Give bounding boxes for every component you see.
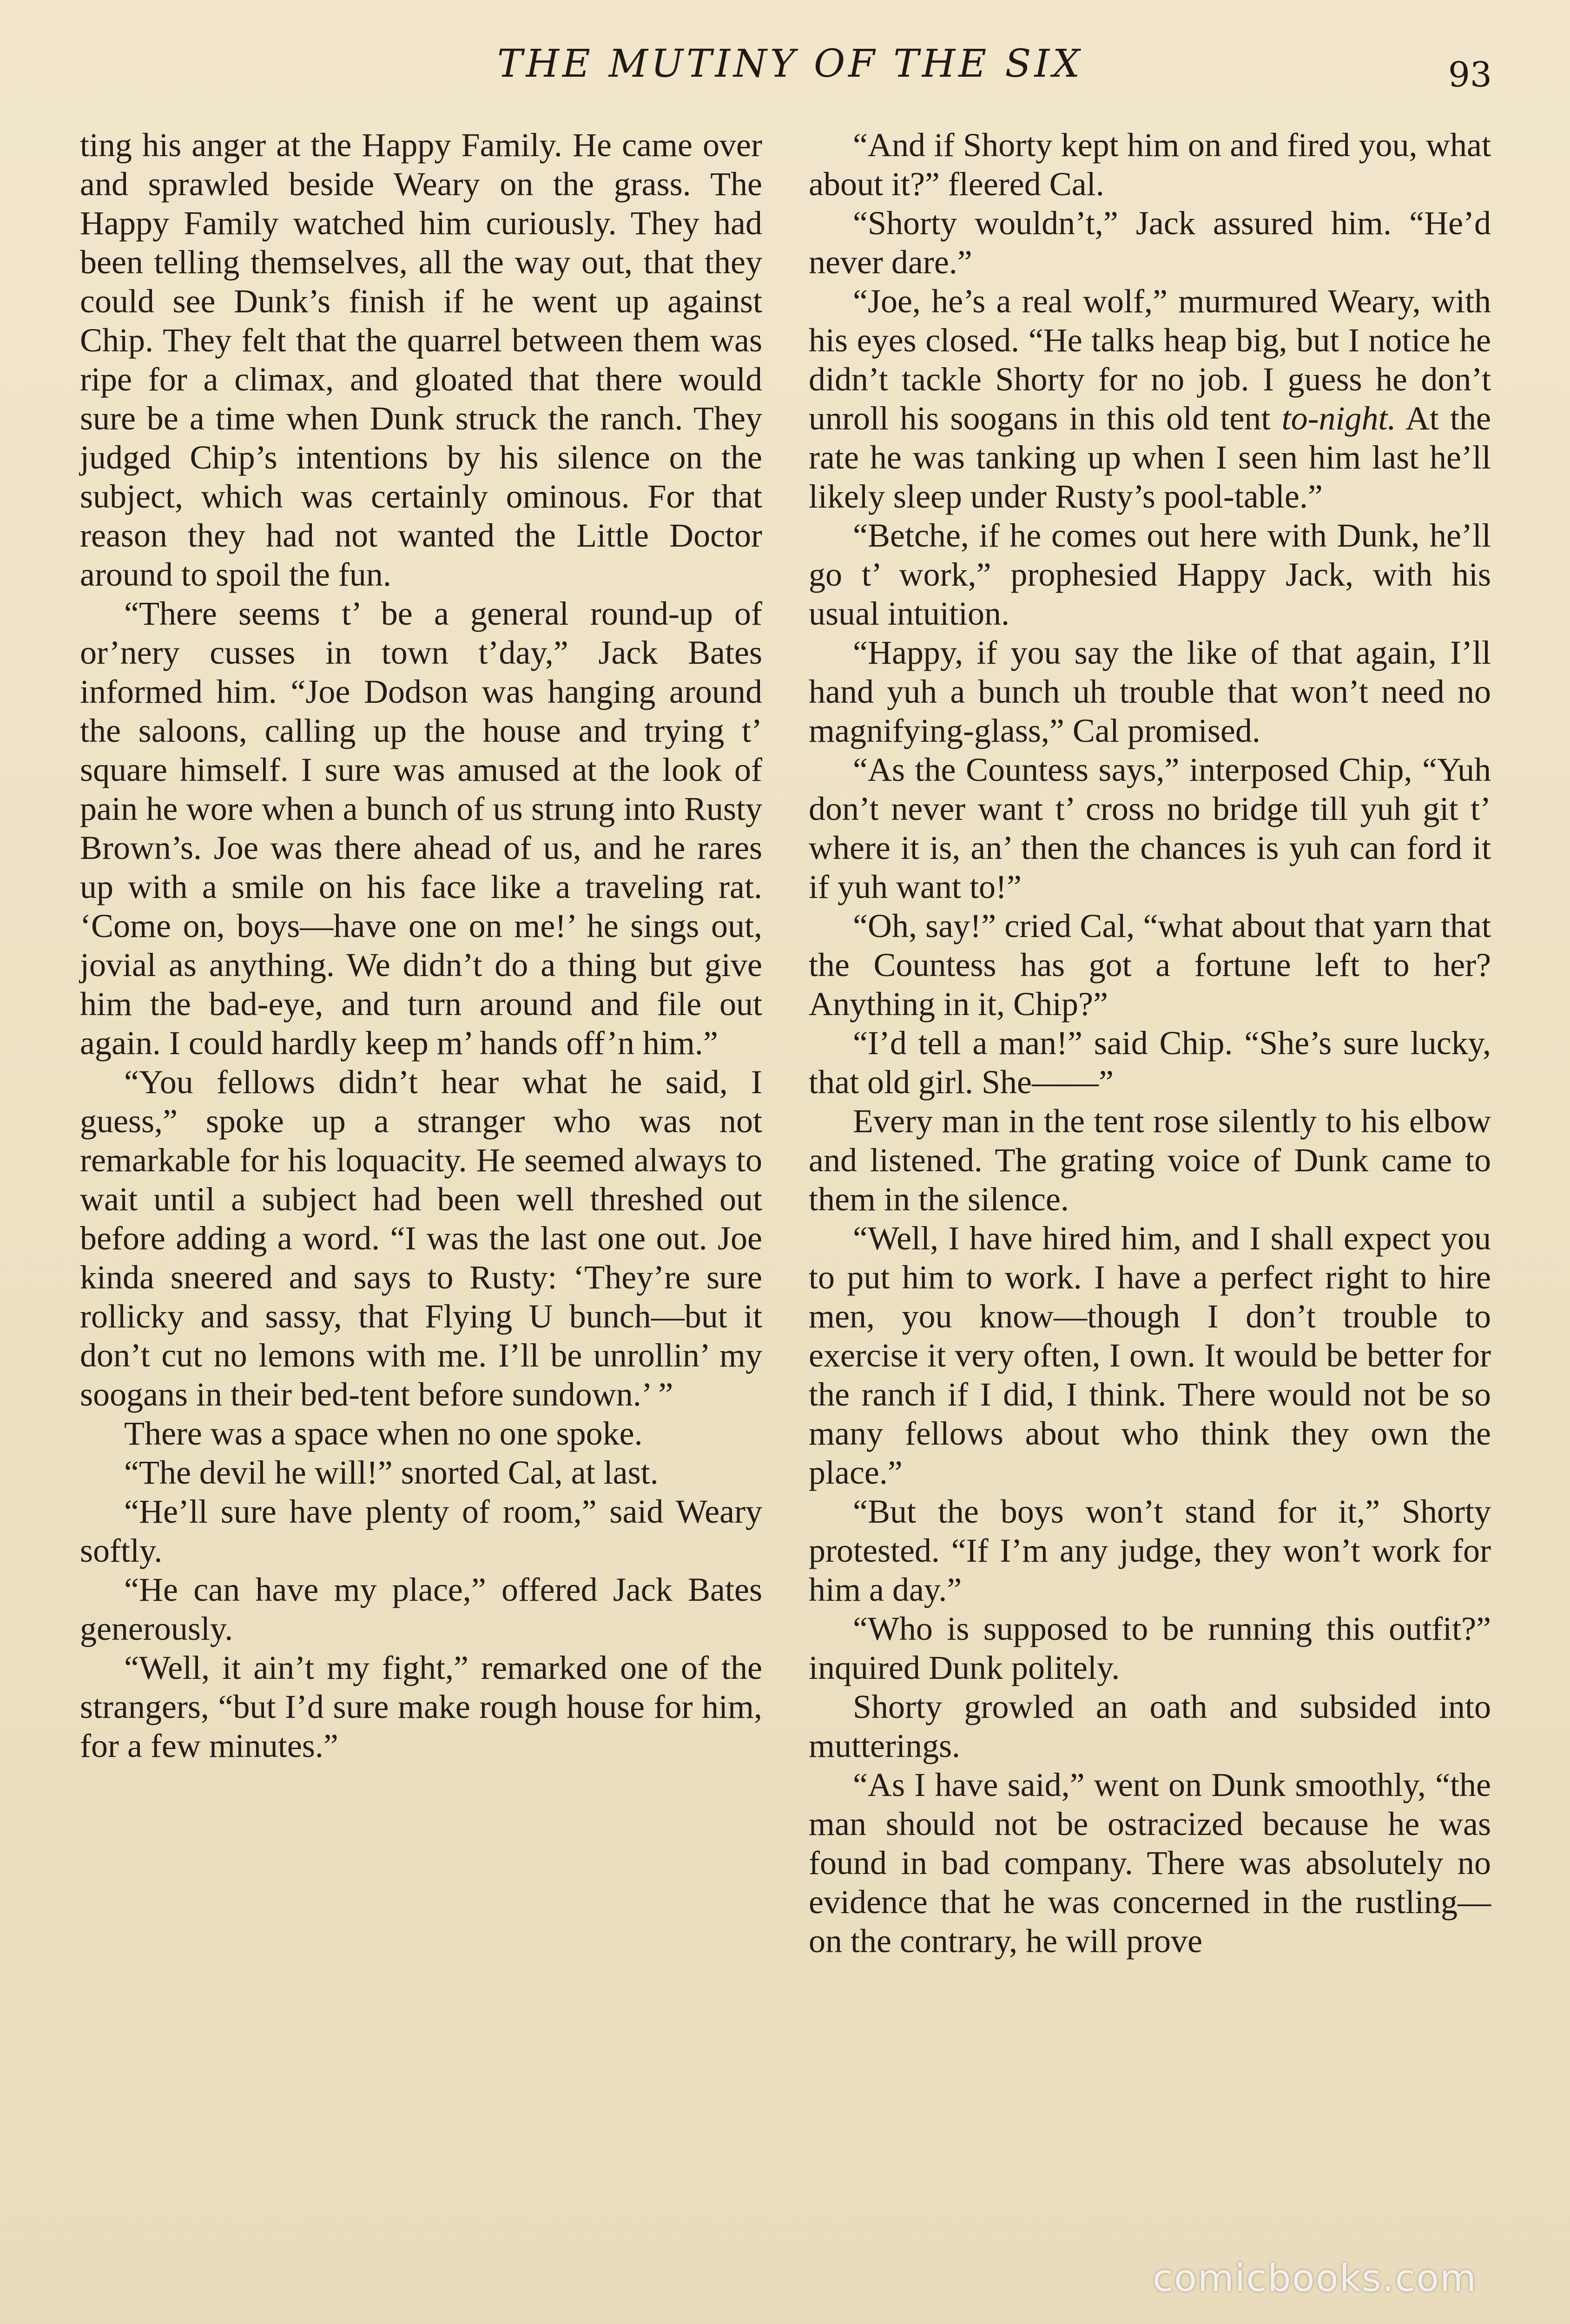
italic-word: to-night. (1281, 400, 1396, 437)
paragraph: There was a space when no one spoke. (124, 1415, 643, 1452)
paragraph: “There seems t’ be a general round-up of or’nery cusses in town t’day,” Jack Bates informed him. “Joe Dodson was hanging around the saloons, calling up the house and trying t’ square himself. I sure was amused at the look of pain he wore when a bunch of us strung into Rusty Brown’s. Joe was there ahead of us, and he rares up with a smile on his face like a traveling rat. ‘Come on, boys—have one on me!’ he sings out, jovial as anything. We didn’t do a thing but give him the bad-eye, and turn around and file out again. I could hardly keep m’ hands off’n him.” (80, 595, 762, 1062)
page-number: 93 (1448, 55, 1492, 95)
paragraph: “Oh, say!” cried Cal, “what about that yarn that the Countess has got a fortune left to her? Anything in it, Chip?” (809, 907, 1491, 1023)
paragraph: “The devil he will!” snorted Cal, at last. (124, 1454, 659, 1491)
paragraph-text: “Joe, he’s a real wolf,” murmured Weary, with his eyes closed. “He talks heap big, but I notice he didn’t tackle Shorty for no job. I guess he don’t unroll his soogans in this old tent (809, 283, 1491, 437)
paragraph: ting his anger at the Happy Family. He came over and sprawled beside Weary on the grass. The Happy Family watched him curiously. They had been telling themselves, all the way out, that they could see Dunk’s finish if he went up against Chip. They felt that the quarrel between them was ripe for a climax, and gloated that there would sure be a time when Dunk struck the ranch. They judged Chip’s intentions by his silence on the subject, which was certainly ominous. For that reason they had not wanted the Little Doctor around to spoil the fun. (80, 126, 762, 593)
paragraph: “Well, I have hired him, and I shall expect you to put him to work. I have a perfect right to hire men, you know—though I don’t trouble to exercise it very often, I own. It would be better for the ranch if I did, I think. There would not be so many fellows about who think they own the place.” (809, 1220, 1491, 1491)
left-column (80, 125, 762, 1765)
paragraph: “Happy, if you say the like of that again, I’ll hand yuh a bunch uh trouble that won’t need no magnifying-glass,” Cal promised. (809, 634, 1491, 749)
paragraph: “Who is supposed to be running this outfit?” inquired Dunk politely. (809, 1610, 1491, 1686)
paragraph: “I’d tell a man!” said Chip. “She’s sure lucky, that old girl. She——” (809, 1024, 1491, 1101)
paragraph: “You fellows didn’t hear what he said, I guess,” spoke up a stranger who was not remarkable for his loquacity. He seemed always to wait until a subject had been well threshed out before adding a word. “I was the last one out. Joe kinda sneered and says to Rusty: ‘They’re sure rollicky and sassy, that Flying U bunch—but it don’t cut no lemons with me. I’ll be unrollin’ my soogans in their bed-tent before sundown.’ ” (80, 1063, 762, 1413)
paragraph: “As the Countess says,” interposed Chip, “Yuh don’t never want t’ cross no bridge till yuh git t’ where it is, an’ then the chances is yuh can ford it if yuh want to!” (809, 751, 1491, 905)
paragraph: Every man in the tent rose silently to his elbow and listened. The grating voice of Dunk came to them in the silence. (809, 1103, 1491, 1218)
paragraph: “Shorty wouldn’t,” Jack assured him. “He’d never dare.” (809, 205, 1491, 281)
paragraph: “He can have my place,” offered Jack Bates generously. (80, 1571, 762, 1647)
paragraph (809, 282, 1491, 516)
paragraph-text: At the rate he was tanking up when I seen him last he’ll likely sleep under Rusty’s pool-table.” (809, 400, 1491, 515)
paragraph: “And if Shorty kept him on and fired you, what about it?” fleered Cal. (809, 126, 1491, 203)
paragraph: Shorty growled an oath and subsided into mutterings. (809, 1688, 1491, 1764)
running-title: THE MUTINY OF THE SIX (497, 42, 1083, 86)
watermark: comicbooks.com (1153, 2257, 1478, 2300)
paragraph: “Betche, if he comes out here with Dunk, he’ll go t’ work,” prophesied Happy Jack, with his usual intuition. (809, 517, 1491, 632)
paragraph: “As I have said,” went on Dunk smoothly, “the man should not be ostracized because he was found in bad company. There was absolutely no evidence that he was concerned in the rustling—on the contrary, he will prove (809, 1766, 1491, 1960)
paragraph: “Well, it ain’t my fight,” remarked one of the strangers, “but I’d sure make rough house for him, for a few minutes.” (80, 1649, 762, 1764)
right-column (809, 125, 1491, 1961)
paragraph: “He’ll sure have plenty of room,” said Weary softly. (80, 1493, 762, 1569)
paragraph: “But the boys won’t stand for it,” Shorty protested. “If I’m any judge, they won’t work for him a day.” (809, 1493, 1491, 1608)
